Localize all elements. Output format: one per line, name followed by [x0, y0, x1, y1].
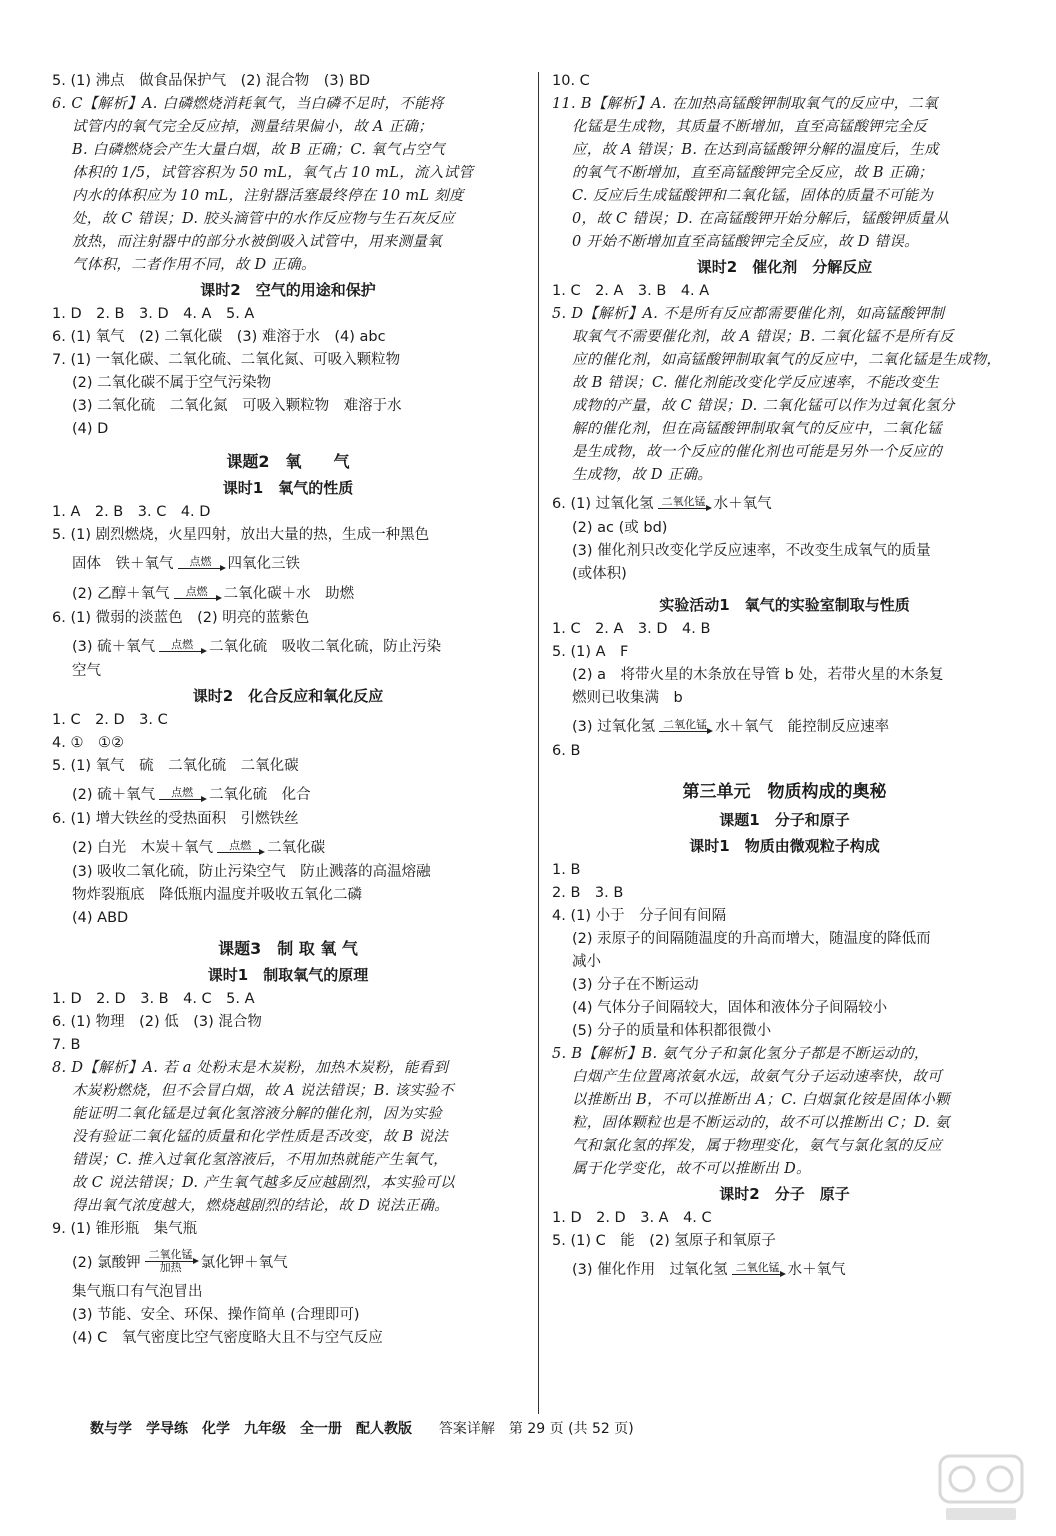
- analysis-q11: 11. B【解析】A. 在加热高锰酸钾制取氧气的反应中，二氧 化锰是生成物，其质量不断增加，直至高锰酸钾完全反 应，故 A 错误；B. 在达到高锰酸钾分解的温度后，生成 的氧气不断增加，直至高锰酸钾完全反应，故 B 正确； C. 反应后生成锰酸钾和二氧化锰，固体的质量不可能为 0，故 C 错误；D. 在高锰酸钾开始分解后，锰酸钾质量从 0 开始不断增加直至高锰酸钾完全反应，故 D 错误。: [552, 96, 950, 250]
- answer-line: (4) 气体分子间隔较大，固体和液体分子间隔较小: [572, 1000, 888, 1016]
- answer-line: 空气: [72, 663, 101, 679]
- answer-line: (4) ABD: [72, 910, 129, 926]
- footer-page-info: 答案详解 第 29 页 (共 52 页): [438, 1421, 634, 1437]
- equation: (2) 白光 木炭＋氧气 点燃 二氧化碳: [72, 838, 326, 856]
- column-divider: [538, 72, 539, 1414]
- answer-line: (2) ac (或 bd): [572, 520, 668, 536]
- answer-line: 集气瓶口有气泡冒出: [72, 1284, 203, 1300]
- analysis-q5b: 5. B【解析】B. 氨气分子和氯化氢分子都是不断运动的， 白烟产生位置离浓氨水远，故氨气分子运动速率快，故可 以推断出 B，不可以推断出 A；C. 白烟氯化铵是固体小颗 粒，固体颗粒也是不断运动的，故不可以推断出 C；D. 氨 气和氯化氢的挥发，属于物理变化，氨气与氯化氢的反应 属于化学变化，故不可以推断出 D。: [552, 1046, 950, 1177]
- equation: (2) 硫＋氧气 点燃 二氧化硫 化合: [72, 785, 311, 803]
- unit-heading: 第三单元 物质构成的奥秘: [682, 782, 887, 802]
- answer-line: 5. (1) 氧气 硫 二氧化硫 二氧化碳: [52, 758, 299, 774]
- equation: 固体 铁＋氧气 点燃 四氧化三铁: [72, 554, 300, 572]
- equation: (3) 过氧化氢 二氧化锰 水＋氧气 能控制反应速率: [572, 717, 890, 735]
- answer-line: 6. (1) 物理 (2) 低 (3) 混合物: [52, 1014, 262, 1030]
- answer-line: 1. A 2. B 3. C 4. D: [52, 504, 211, 520]
- answer-line: (5) 分子的质量和体积都很微小: [572, 1023, 772, 1039]
- answer-line: 7. (1) 一氧化碳、二氧化硫、二氧化氮、可吸入颗粒物: [52, 352, 401, 368]
- lesson-heading: 课时2 催化剂 分解反应: [696, 258, 873, 276]
- answer-line: 6. B: [552, 743, 581, 759]
- answer-line: 7. B: [52, 1037, 81, 1053]
- answer-line: 物炸裂瓶底 降低瓶内温度并吸收五氧化二磷: [72, 887, 362, 903]
- lesson-heading: 实验活动1 氧气的实验室制取与性质: [659, 596, 910, 614]
- answer-line: 2. B 3. B: [552, 885, 624, 901]
- analysis-q5: 5. D【解析】A. 不是所有反应都需要催化剂，如高锰酸钾制 取氧气不需要催化剂，故 A 错误；B. 二氧化锰不是所有反 应的催化剂，如高锰酸钾制取氧气的反应中，二氧化锰是生成物， 故 B 错误；C. 催化剂能改变化学反应速率，不能改变生 成物的产量，故 C 错误；D. 二氧化锰可以作为过氧化氢分 解的催化剂，但在高锰酸钾制取氧气的反应中，二氧化锰 是生成物，故一个反应的催化剂也可能是另外一个反应的 生成物，故 D 正确。: [552, 306, 1002, 483]
- equation: (2) 乙醇＋氧气 点燃 二氧化碳＋水 助燃: [72, 584, 355, 602]
- answer-line: (3) 节能、安全、环保、操作简单 (合理即可): [72, 1307, 360, 1323]
- answer-line: 1. C 2. A 3. D 4. B: [552, 621, 711, 637]
- answer-line: 6. (1) 增大铁丝的受热面积 引燃铁丝: [52, 811, 299, 827]
- lesson-heading: 课时1 制取氧气的原理: [207, 966, 369, 984]
- answer-line: 5. (1) 沸点 做食品保护气 (2) 混合物 (3) BD: [52, 73, 371, 89]
- answer-line: 5. (1) A F: [552, 644, 629, 660]
- answer-line: (2) 汞原子的间隔随温度的升高而增大，随温度的降低而: [572, 931, 931, 947]
- answer-line: (2) a 将带火星的木条放在导管 b 处，若带火星的木条复: [572, 667, 944, 683]
- answer-line: (3) 分子在不断运动: [572, 977, 699, 993]
- lesson-heading: 课时1 物质由微观粒子构成: [689, 837, 880, 855]
- answer-line: 6. (1) 微弱的淡蓝色 (2) 明亮的蓝紫色: [52, 610, 310, 626]
- answer-line: 减小: [572, 954, 601, 970]
- equation: (3) 催化作用 过氧化氢 二氧化锰 水＋氧气: [572, 1260, 846, 1278]
- answer-line: (3) 吸收二氧化硫，防止污染空气 防止溅落的高温熔融: [72, 864, 431, 880]
- answer-line: 1. B: [552, 862, 581, 878]
- answer-line: (3) 催化剂只改变化学反应速率，不改变生成氧气的质量: [572, 543, 931, 559]
- answer-line: 5. (1) C 能 (2) 氢原子和氧原子: [552, 1233, 776, 1249]
- answer-line: 10. C: [552, 73, 590, 89]
- topic-heading: 课题2 氧 气: [226, 452, 350, 471]
- left-column: [52, 70, 524, 1350]
- equation: (2) 氯酸钾 二氧化锰 加热 氯化钾＋氧气: [72, 1247, 288, 1274]
- answer-line: 4. ① ①②: [52, 735, 124, 751]
- answer-line: (4) D: [72, 421, 109, 437]
- watermark-logo: [936, 1452, 1026, 1524]
- answer-line: 1. C 2. A 3. B 4. A: [552, 283, 710, 299]
- lesson-heading: 课时2 化合反应和氧化反应: [192, 687, 384, 705]
- answer-line: (或体积): [572, 566, 627, 582]
- lesson-heading: 课时2 空气的用途和保护: [200, 281, 376, 299]
- right-column: [552, 70, 1017, 1283]
- analysis-q6: 6. C【解析】A. 白磷燃烧消耗氧气，当白磷不足时，不能将 试管内的氧气完全反应掉，测量结果偏小，故 A 正确； B. 白磷燃烧会产生大量白烟，故 B 正确；C. 氧气占空气 体积的 1/5，试管容积为 50 mL，氧气占 10 mL，流入试管 内水的体积应为 10 mL，注射器活塞最终停在 10 mL 刻度 处，故 C 错误；D. 胶头滴管中的水作反应物与生石灰反应 放热，而注射器中的部分水被倒吸入试管中，用来测量氧 气体积，二者作用不同，故 D 正确。: [52, 96, 474, 273]
- answer-line: (4) C 氧气密度比空气密度略大且不与空气反应: [72, 1330, 383, 1346]
- answer-line: 5. (1) 剧烈燃烧，火星四射，放出大量的热，生成一种黑色: [52, 527, 430, 543]
- lesson-heading: 课时1 氧气的性质: [222, 479, 354, 497]
- page-footer: [90, 1418, 634, 1438]
- lesson-heading: 课时2 分子 原子: [719, 1185, 850, 1203]
- answer-line: 1. D 2. D 3. A 4. C: [552, 1210, 712, 1226]
- answer-line: (3) 二氧化硫 二氧化氮 可吸入颗粒物 难溶于水: [72, 398, 402, 414]
- answer-line: 9. (1) 锥形瓶 集气瓶: [52, 1221, 198, 1237]
- answer-line: 4. (1) 小于 分子间有间隔: [552, 908, 727, 924]
- equation: (3) 硫＋氧气 点燃 二氧化硫 吸收二氧化硫，防止污染: [72, 637, 442, 655]
- footer-brand: 数与学 学导练 化学 九年级 全一册 配人教版: [90, 1421, 412, 1437]
- equation: 6. (1) 过氧化氢 二氧化锰 水＋氧气: [552, 494, 772, 512]
- answer-line: (2) 二氧化碳不属于空气污染物: [72, 375, 272, 391]
- topic-heading: 课题1 分子和原子: [719, 811, 850, 829]
- answer-line: 1. D 2. D 3. B 4. C 5. A: [52, 991, 255, 1007]
- answer-line: 1. C 2. D 3. C: [52, 712, 168, 728]
- answer-line: 1. D 2. B 3. D 4. A 5. A: [52, 306, 255, 322]
- analysis-q8: 8. D【解析】A. 若 a 处粉末是木炭粉，加热木炭粉，能看到 木炭粉燃烧，但不会冒白烟，故 A 说法错误；B. 该实验不 能证明二氧化锰是过氧化氢溶液分解的催化剂，因为实验 没有验证二氧化锰的质量和化学性质是否改变，故 B 说法 错误；C. 推入过氧化氢溶液后，不用加热就能产生氧气， 故 C 说法错误；D. 产生氧气越多反应越剧烈，本实验可以 得出氧气浓度越大，燃烧越剧烈的结论，故 D 说法正确。: [52, 1060, 455, 1214]
- answer-line: 燃则已收集满 b: [572, 690, 683, 706]
- topic-heading: 课题3 制 取 氧 气: [218, 939, 358, 958]
- answer-line: 6. (1) 氧气 (2) 二氧化碳 (3) 难溶于水 (4) abc: [52, 329, 386, 345]
